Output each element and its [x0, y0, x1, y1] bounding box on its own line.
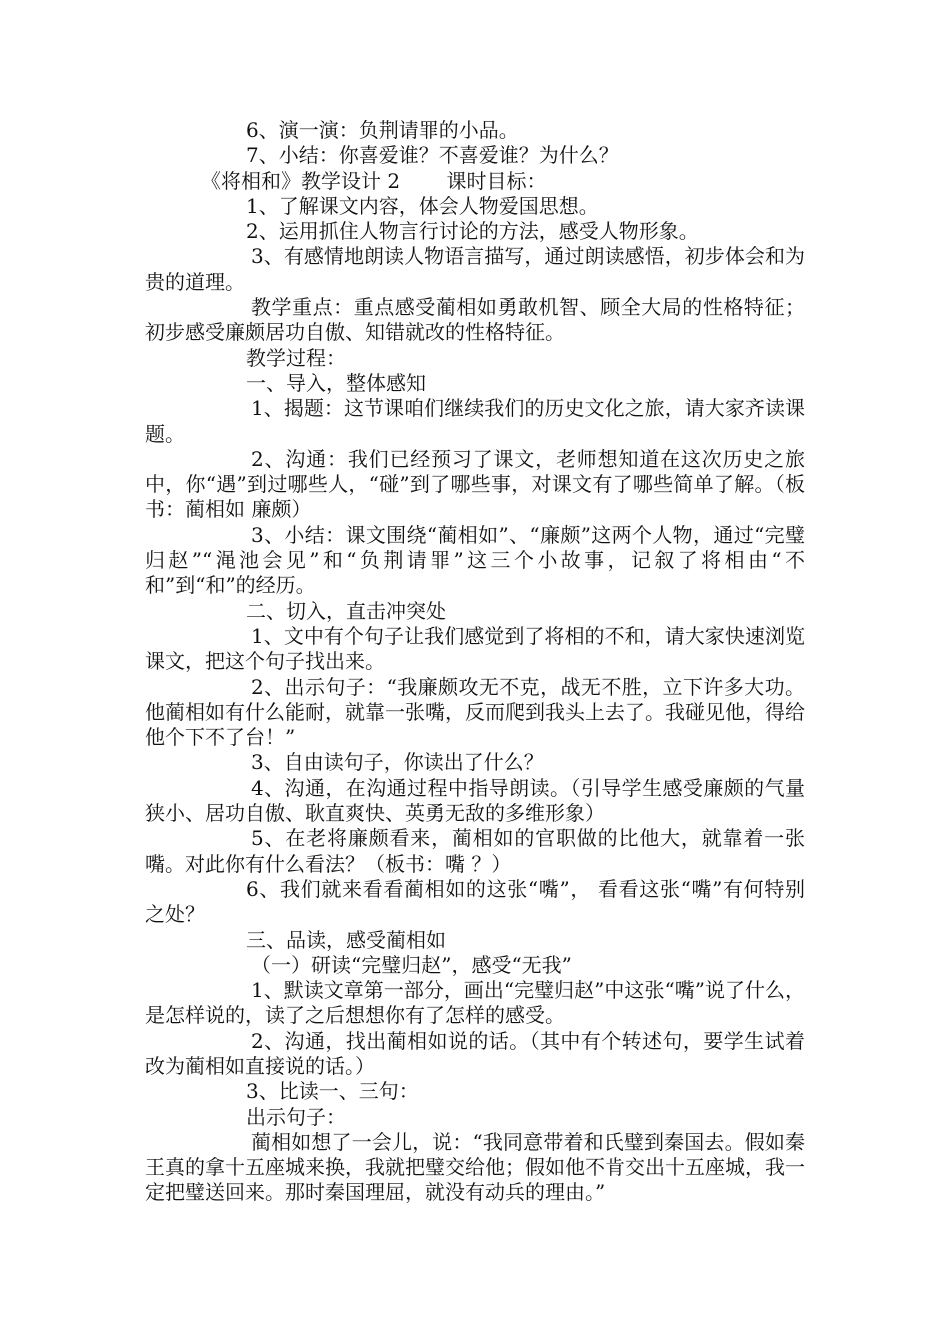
- paragraph: 3、自由读句子，你读出了什么？: [251, 750, 544, 775]
- paragraph: 5、在老将廉颇看来，蔺相如的官职做的比他大，就靠着一张嘴。对此你有什么看法？（板书：嘴 ？）: [145, 826, 805, 876]
- paragraph: 3、比读一、三句：: [246, 1079, 419, 1104]
- heading: 一、导入，整体感知: [246, 370, 426, 395]
- document-body: [145, 118, 805, 1206]
- paragraph: 2、沟通，找出蔺相如说的话。（其中有个转述句，要学生试着改为蔺相如直接说的话。）: [145, 1028, 805, 1078]
- paragraph: 1、揭题：这节课咱们继续我们的历史文化之旅，请大家齐读课题。: [145, 396, 805, 446]
- paragraph: 出示句子：: [246, 1104, 346, 1129]
- paragraph: 3、小结：课文围绕“蔺相如”、“廉颇”这两个人物，通过“完璧归赵”“渑池会见”和“负荆请罪”这三个小故事，记叙了将相由“不和”到“和”的经历。: [145, 522, 805, 598]
- quoted-passage: 蔺相如想了一会儿，说：“我同意带着和氏璧到秦国去。假如秦王真的拿十五座城来换，我就把璧交给他；假如他不肯交出十五座城，我一定把璧送回来。那时秦国理屈，就没有动兵的理由。”: [145, 1129, 805, 1205]
- paragraph: 1、默读文章第一部分，画出“完璧归赵”中这张“嘴”说了什么，是怎样说的，读了之后想想你有了怎样的感受。: [145, 978, 805, 1028]
- paragraph: 教学重点：重点感受蔺相如勇敢机智、顾全大局的性格特征；初步感受廉颇居功自傲、知错就改的性格特征。: [145, 295, 805, 345]
- paragraph: 2、运用抓住人物言行讨论的方法，感受人物形象。: [246, 219, 699, 244]
- paragraph: 1、文中有个句子让我们感觉到了将相的不和，请大家快速浏览课文，把这个句子找出来。: [145, 623, 805, 674]
- paragraph: 1、了解课文内容，体会人物爱国思想。: [246, 193, 599, 218]
- heading: 二、切入，直击冲突处: [246, 598, 446, 623]
- paragraph: 6、我们就来看看蔺相如的这张“嘴”， 看看这张“嘴”有何特别之处？: [145, 876, 805, 927]
- paragraph: 2、出示句子：“我廉颇攻无不克，战无不胜，立下许多大功。他蔺相如有什么能耐，就靠一张嘴，反而爬到我头上去了。我碰见他，得给他个下不了台！”: [145, 674, 805, 750]
- paragraph: 4、沟通，在沟通过程中指导朗读。（引导学生感受廉颇的气量狭小、居功自傲、耿直爽快、英勇无敌的多维形象）: [145, 775, 805, 826]
- paragraph: 2、沟通：我们已经预习了课文，老师想知道在这次历史之旅中，你“遇”到过哪些人，“碰”到了哪些事，对课文有了哪些简单了解。（板书：蔺相如 廉颇）: [145, 446, 805, 522]
- paragraph: 3、有感情地朗读人物语言描写，通过朗读感悟，初步体会和为贵的道理。: [145, 244, 805, 294]
- subheading: （一）研读“完璧归赵”，感受“无我”: [251, 952, 572, 977]
- heading: 三、品读，感受蔺相如: [246, 927, 446, 952]
- heading: 教学过程：: [246, 345, 346, 370]
- paragraph: 7、小结：你喜爱谁？不喜爱谁？为什么？: [246, 143, 619, 168]
- section-title: 《将相和》教学设计 2 课时目标：: [201, 168, 547, 193]
- paragraph: 6、演一演：负荆请罪的小品。: [246, 118, 519, 142]
